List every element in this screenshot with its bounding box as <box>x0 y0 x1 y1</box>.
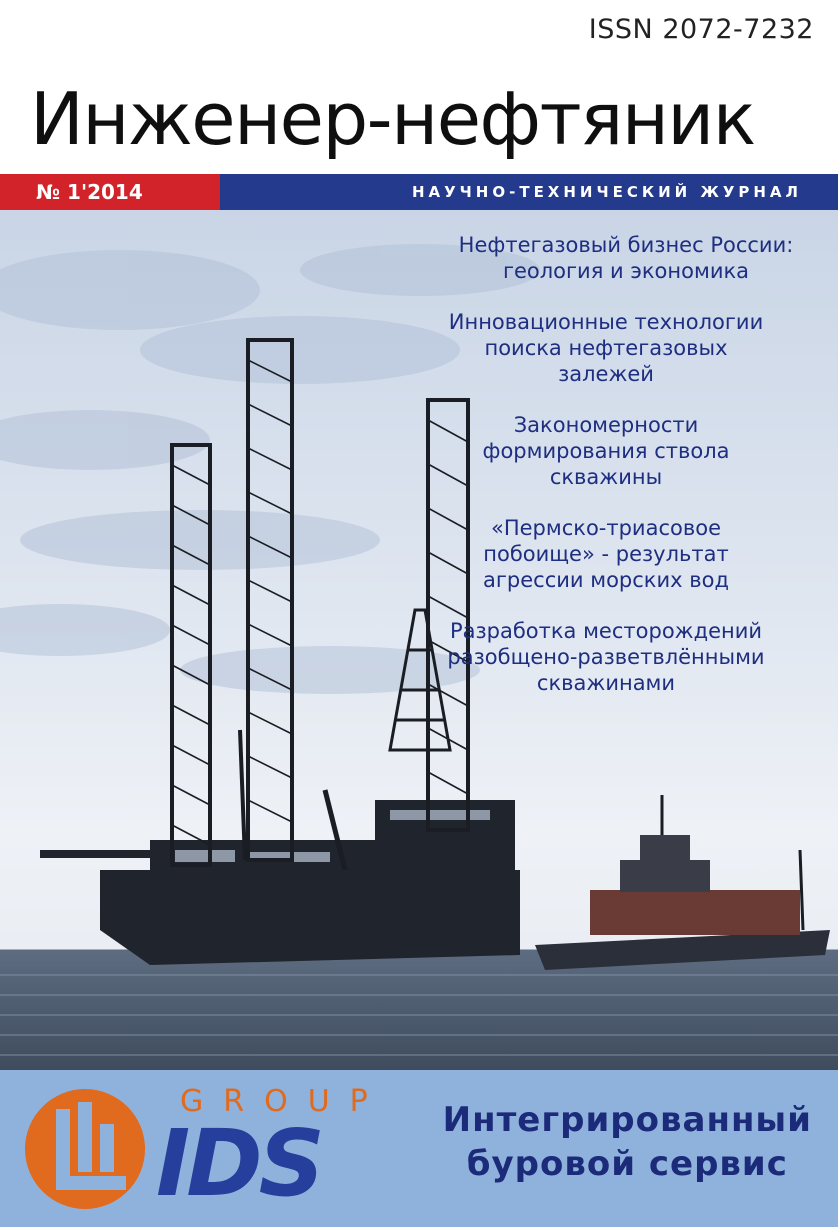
headline-item <box>396 515 816 593</box>
water-ripples <box>0 975 838 1055</box>
headline-line: побоище» - результат <box>483 542 729 566</box>
headline-line: агрессии морских вод <box>483 568 729 592</box>
headline-line: геология и экономика <box>502 259 750 283</box>
sponsor-slogan <box>443 1098 812 1186</box>
headline-line: разобщено-разветвлёнными <box>447 645 765 669</box>
headline-item <box>396 618 816 696</box>
slogan-line: буровой сервис <box>466 1144 788 1184</box>
headline-line: залежей <box>558 362 654 386</box>
headline-list <box>396 232 816 721</box>
headline-line: скважинами <box>536 671 676 695</box>
journal-type: НАУЧНО-ТЕХНИЧЕСКИЙ ЖУРНАЛ <box>411 183 802 201</box>
brand-ids: IDS <box>156 1110 321 1217</box>
headline-line: Инновационные технологии <box>448 310 764 334</box>
support-ship <box>535 795 830 970</box>
slogan-line: Интегрированный <box>442 1100 812 1140</box>
ids-logo-icon <box>20 1084 150 1214</box>
headline-item <box>396 309 816 387</box>
magazine-title: Инженер-нефтяник <box>30 77 755 161</box>
group-label: GROUP <box>180 1084 388 1119</box>
header-band <box>0 174 838 210</box>
headline-item <box>396 412 816 490</box>
rig-hull <box>40 800 520 965</box>
headline-line: Нефтегазовый бизнес России: <box>458 233 794 257</box>
headline-line: Разработка месторождений <box>449 619 763 643</box>
sponsor-footer <box>0 1070 838 1227</box>
headline-line: формирования ствола <box>482 439 730 463</box>
issue-number: № 1'2014 <box>36 180 143 204</box>
headline-line: скважины <box>549 465 663 489</box>
headline-item <box>436 232 816 284</box>
headline-line: Закономерности <box>513 413 699 437</box>
issn-number: ISSN 2072-7232 <box>588 14 814 45</box>
headline-line: поиска нефтегазовых <box>484 336 728 360</box>
headline-line: «Пермско-триасовое <box>490 516 721 540</box>
